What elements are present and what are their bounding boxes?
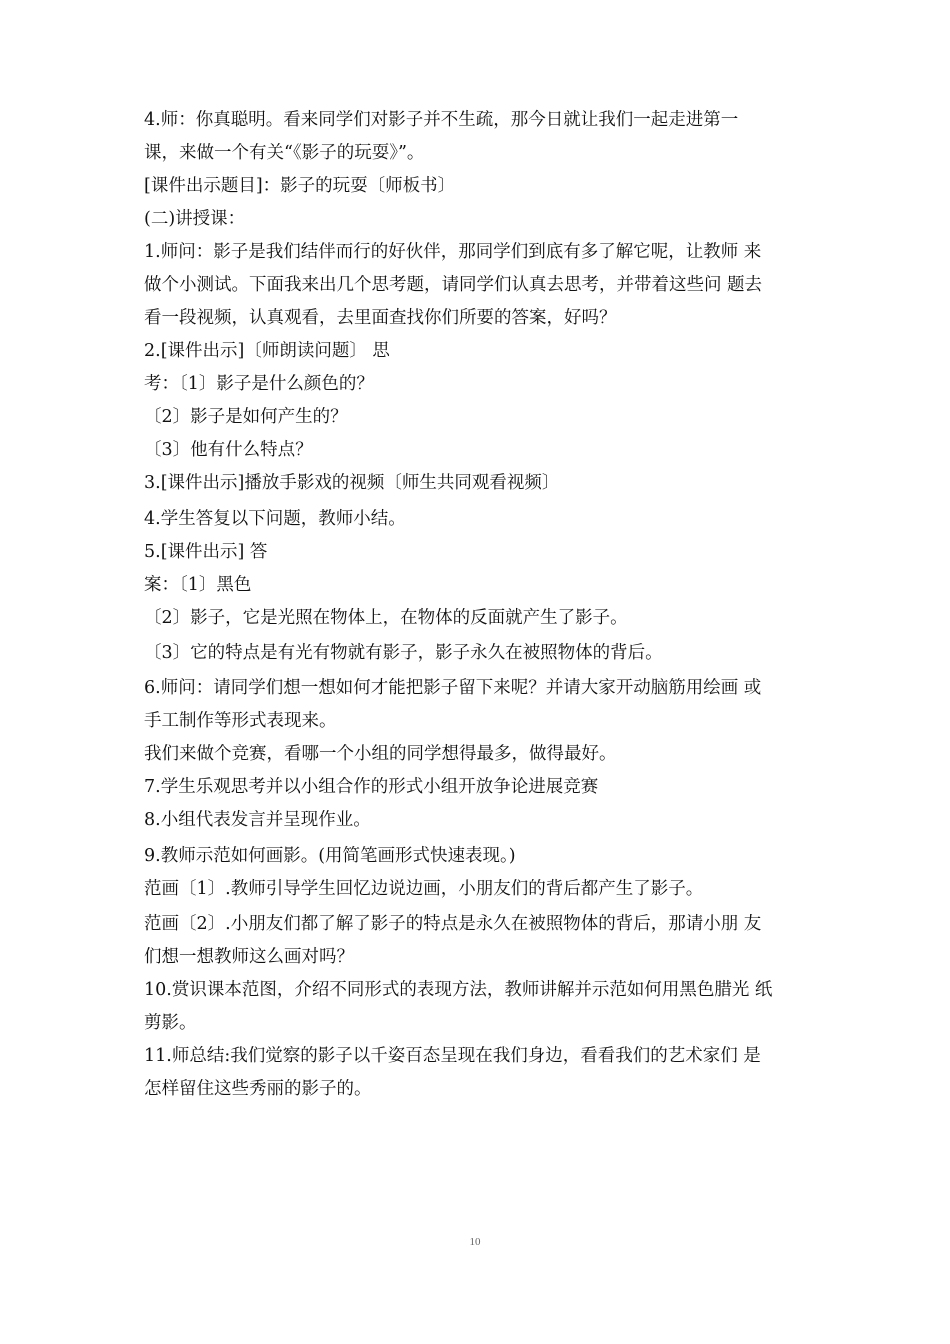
text-line-02: 课，来做一个有关“《影子的玩耍》”。: [144, 143, 425, 163]
text-line-16: 〔2〕影子，它是光照在物体上，在物体的反面就产生了影子。: [144, 608, 628, 628]
text-line-28: 剪影。: [144, 1013, 197, 1033]
text-line-23: 9.教师示范如何画影。(用简笔画形式快速表现。): [144, 846, 516, 866]
text-line-13: 4.学生答复以下问题，教师小结。: [144, 509, 406, 529]
text-line-06: 做个小测试。下面我来出几个思考题，请同学们认真去思考，并带着这些问 题去: [144, 275, 763, 295]
text-line-15: 案：〔1〕黑色: [144, 575, 252, 595]
text-line-30: 怎样留住这些秀丽的影子的。: [144, 1079, 372, 1099]
text-line-10: 〔2〕影子是如何产生的？: [144, 407, 348, 427]
text-line-09: 考：〔1〕影子是什么颜色的？: [144, 374, 374, 394]
text-line-22: 8.小组代表发言并呈现作业。: [144, 810, 371, 830]
text-line-14: 5.[课件出示] 答: [144, 542, 268, 562]
text-line-07: 看一段视频，认真观看，去里面查找你们所要的答案，好吗？: [144, 308, 617, 328]
text-line-01: 4.师：你真聪明。看来同学们对影子并不生疏，那今日就让我们一起走进第一: [144, 110, 739, 130]
text-line-18: 6.师问：请同学们想一想如何才能把影子留下来呢？并请大家开动脑筋用绘画 或: [144, 678, 762, 698]
text-line-17: 〔3〕它的特点是有光有物就有影子，影子永久在被照物体的背后。: [144, 643, 663, 663]
text-line-05: 1.师问：影子是我们结伴而行的好伙伴，那同学们到底有多了解它呢，让教师 来: [144, 242, 762, 262]
text-line-21: 7.学生乐观思考并以小组合作的形式小组开放争论进展竞赛: [144, 777, 599, 797]
text-line-26: 们想一想教师这么画对吗？: [144, 947, 354, 967]
text-line-27: 10.赏识课本范图，介绍不同形式的表现方法，教师讲解并示范如何用黑色腊光 纸: [144, 980, 773, 1000]
text-line-19: 手工制作等形式表现来。: [144, 711, 337, 731]
text-line-03: [课件出示题目]：影子的玩耍〔师板书〕: [144, 176, 456, 196]
text-line-11: 〔3〕他有什么特点？: [144, 440, 313, 460]
text-line-08: 2.[课件出示]〔师朗读问题〕 思: [144, 341, 390, 361]
text-line-20: 我们来做个竞赛，看哪一个小组的同学想得最多，做得最好。: [144, 744, 617, 764]
text-line-29: 11.师总结:我们觉察的影子以千姿百态呈现在我们身边，看看我们的艺术家们 是: [144, 1046, 761, 1066]
text-line-25: 范画〔2〕.小朋友们都了解了影子的特点是永久在被照物体的背后，那请小朋 友: [144, 914, 762, 934]
text-line-24: 范画〔1〕.教师引导学生回忆边说边画，小朋友们的背后都产生了影子。: [144, 879, 704, 899]
text-line-12: 3.[课件出示]播放手影戏的视频〔师生共同观看视频〕: [144, 473, 560, 493]
text-line-04: (二)讲授课：: [144, 209, 246, 229]
page-number: 10: [469, 1236, 481, 1248]
